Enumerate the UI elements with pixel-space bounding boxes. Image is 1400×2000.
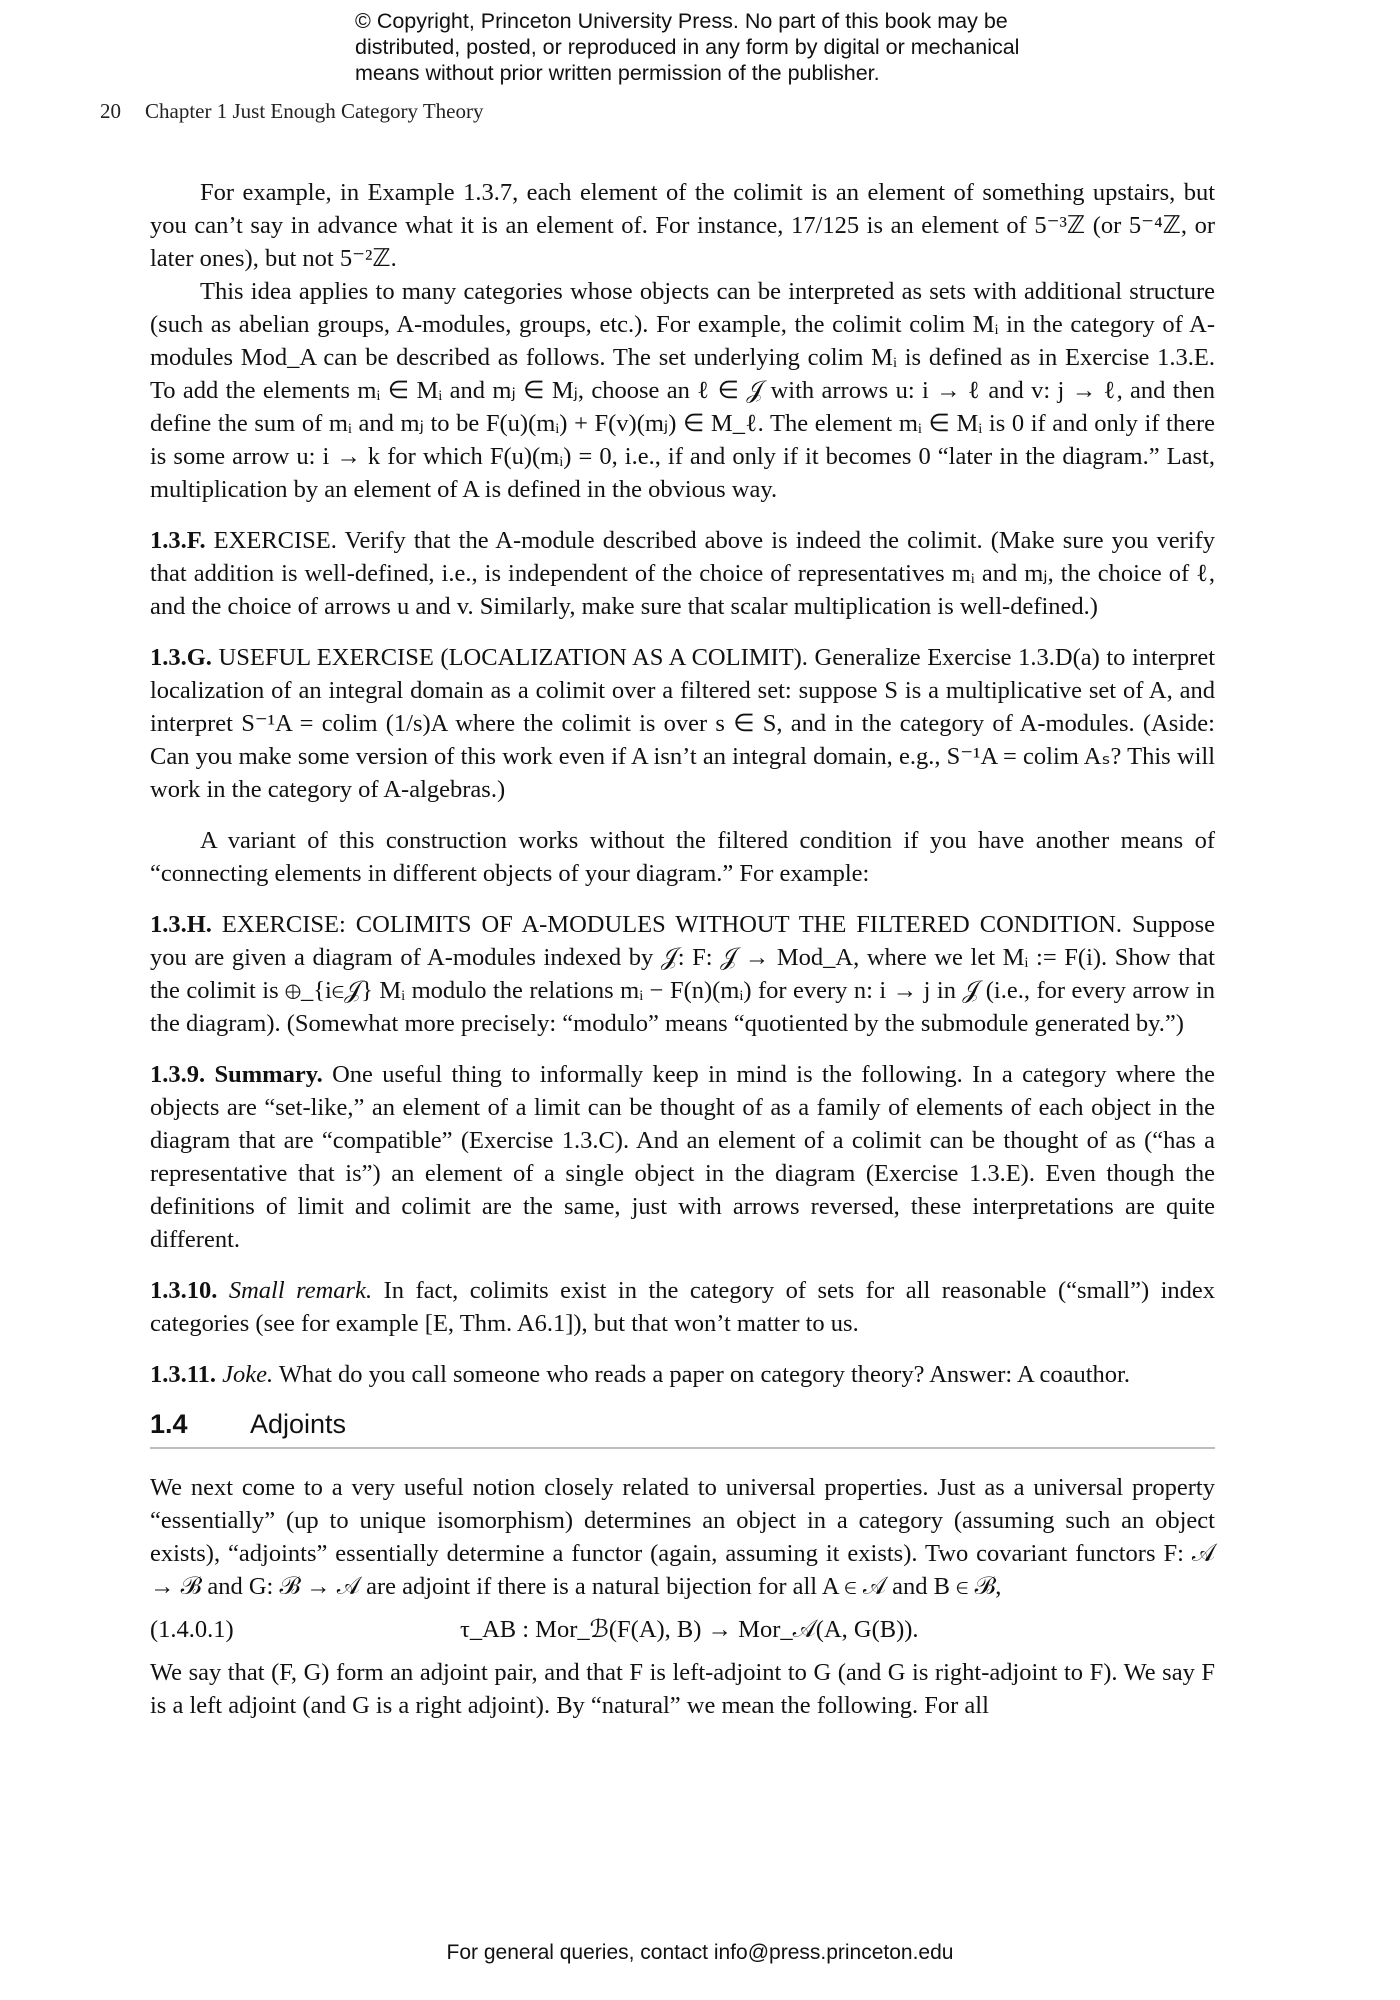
section-number: 1.4 <box>150 1409 188 1439</box>
page-number: 20 <box>100 99 121 123</box>
exercise-1-3-g <box>150 641 1215 806</box>
joke-text: What do you call someone who reads a paper on category theory? Answer: A coauthor. <box>273 1361 1130 1388</box>
joke-number: 1.3.11. <box>150 1361 217 1388</box>
exercise-label: 1.3.G. <box>150 644 212 671</box>
footer-contact: For general queries, contact info@press.princeton.edu <box>446 1941 954 1964</box>
copyright-line: distributed, posted, or reproduced in any form by digital or mechanical <box>355 35 1020 59</box>
running-head <box>100 99 483 124</box>
equation-formula: τ_AB : Mor_ℬ(F(A), B) → Mor_𝒜(A, G(B)). <box>460 1616 919 1643</box>
paragraph: This idea applies to many categories whose objects can be interpreted as sets with additional structure (such as abelian groups, A-modules, groups, etc.). For example, the colimit colim Mᵢ in the category of A-modules Mod_A can be described as follows. The set underlying colim Mᵢ is defined as in Exercise 1.3.E. To add the elements mᵢ ∈ Mᵢ and mⱼ ∈ Mⱼ, choose an ℓ ∈ 𝒥 with arrows u: i → ℓ and v: j → ℓ, and then define the sum of mᵢ and mⱼ to be F(u)(mᵢ) + F(v)(mⱼ) ∈ M_ℓ. The element mᵢ ∈ Mᵢ is 0 if and only if there is some arrow u: i → k for which F(u)(mᵢ) = 0, i.e., if and only if it becomes 0 “later in the diagram.” Last, multiplication by an element of A is defined in the obvious way. <box>150 278 1215 503</box>
exercise-label: 1.3.H. <box>150 911 212 938</box>
section-title: Adjoints <box>250 1409 347 1439</box>
remark-text: In fact, colimits exist in the category of sets for all reasonable (“small”) index categories (see for example [E, Thm. A6.1]), but that won’t matter to us. <box>150 1277 1215 1337</box>
chapter-title: Chapter 1 Just Enough Category Theory <box>145 99 484 123</box>
copyright-line: means without prior written permission of the publisher. <box>355 61 880 85</box>
joke-1-3-11 <box>150 1358 1215 1391</box>
exercise-1-3-h <box>150 908 1215 1040</box>
exercise-1-3-f <box>150 524 1215 623</box>
equation-label: (1.4.0.1) <box>150 1616 234 1643</box>
paragraph: We say that (F, G) form an adjoint pair, and that F is left-adjoint to G (and G is right-adjoint to F). We say F is a left adjoint (and G is a right adjoint). By “natural” we mean the following. For all <box>150 1659 1215 1719</box>
summary-1-3-9 <box>150 1058 1215 1256</box>
exercise-text: USEFUL EXERCISE (LOCALIZATION AS A COLIMIT). Generalize Exercise 1.3.D(a) to interpret localization of an integral domain as a colimit over a filtered set: suppose S is a multiplicative set of A, and interpret S⁻¹A = colim (1/s)A where the colimit is over s ∈ S, and in the category of A-modules. (Aside: Can you make some version of this work even if A isn’t an integral domain, e.g., S⁻¹A = colim Aₛ? This will work in the category of A-algebras.) <box>150 644 1215 803</box>
exercise-text: EXERCISE: COLIMITS OF A-MODULES WITHOUT THE FILTERED CONDITION. Suppose you are given a diagram of A-modules indexed by 𝒥: F: 𝒥 → Mod_A, where we let Mᵢ := F(i). Show that the colimit is ⊕_{i∈𝒥} Mᵢ modulo the relations mᵢ − F(n)(mᵢ) for every n: i → j in 𝒥 (i.e., for every arrow in the diagram). (Somewhat more precisely: “modulo” means “quotiented by the submodule generated by.”) <box>150 911 1215 1037</box>
paragraph: We next come to a very useful notion closely related to universal properties. Just as a universal property “essentially” (up to unique isomorphism) determines an object in a category (assuming such an object exists), “adjoints” essentially determine a functor (again, assuming it exists). Two covariant functors F: 𝒜 → ℬ and G: ℬ → 𝒜 are adjoint if there is a natural bijection for all A ∈ 𝒜 and B ∈ ℬ, <box>150 1474 1215 1600</box>
joke-title: Joke. <box>216 1361 274 1388</box>
paragraph: For example, in Example 1.3.7, each element of the colimit is an element of something upstairs, but you can’t say in advance what it is an element of. For instance, 17/125 is an element of 5⁻³ℤ (or 5⁻⁴ℤ, or later ones), but not 5⁻²ℤ. <box>150 179 1215 272</box>
summary-text: One useful thing to informally keep in mind is the following. In a category where the objects are “set-like,” an element of a limit can be thought of as a family of elements of each object in the diagram that are “compatible” (Exercise 1.3.C). And an element of a colimit can be thought of as (“has a representative that is”) an element of a single object in the diagram (Exercise 1.3.E). Even though the definitions of limit and colimit are the same, just with arrows reversed, these interpretations are quite different. <box>150 1061 1215 1253</box>
page-body <box>150 176 1215 1722</box>
exercise-text: EXERCISE. Verify that the A-module described above is indeed the colimit. (Make sure you verify that addition is well-defined, i.e., is independent of the choice of representatives mᵢ and mⱼ, the choice of ℓ, and the choice of arrows u and v. Similarly, make sure that scalar multiplication is well-defined.) <box>150 527 1215 620</box>
summary-label: 1.3.9. Summary. <box>150 1061 323 1088</box>
copyright-line: © Copyright, Princeton University Press. No part of this book may be <box>355 9 1008 33</box>
section-heading <box>150 1407 1215 1449</box>
paragraph: A variant of this construction works without the filtered condition if you have another means of “connecting elements in different objects of your diagram.” For example: <box>150 827 1215 887</box>
exercise-label: 1.3.F. <box>150 527 206 554</box>
copyright-notice <box>355 8 1115 86</box>
remark-title: Small remark. <box>217 1277 373 1304</box>
display-equation <box>150 1613 1215 1646</box>
remark-number: 1.3.10. <box>150 1277 218 1304</box>
remark-1-3-10 <box>150 1274 1215 1340</box>
